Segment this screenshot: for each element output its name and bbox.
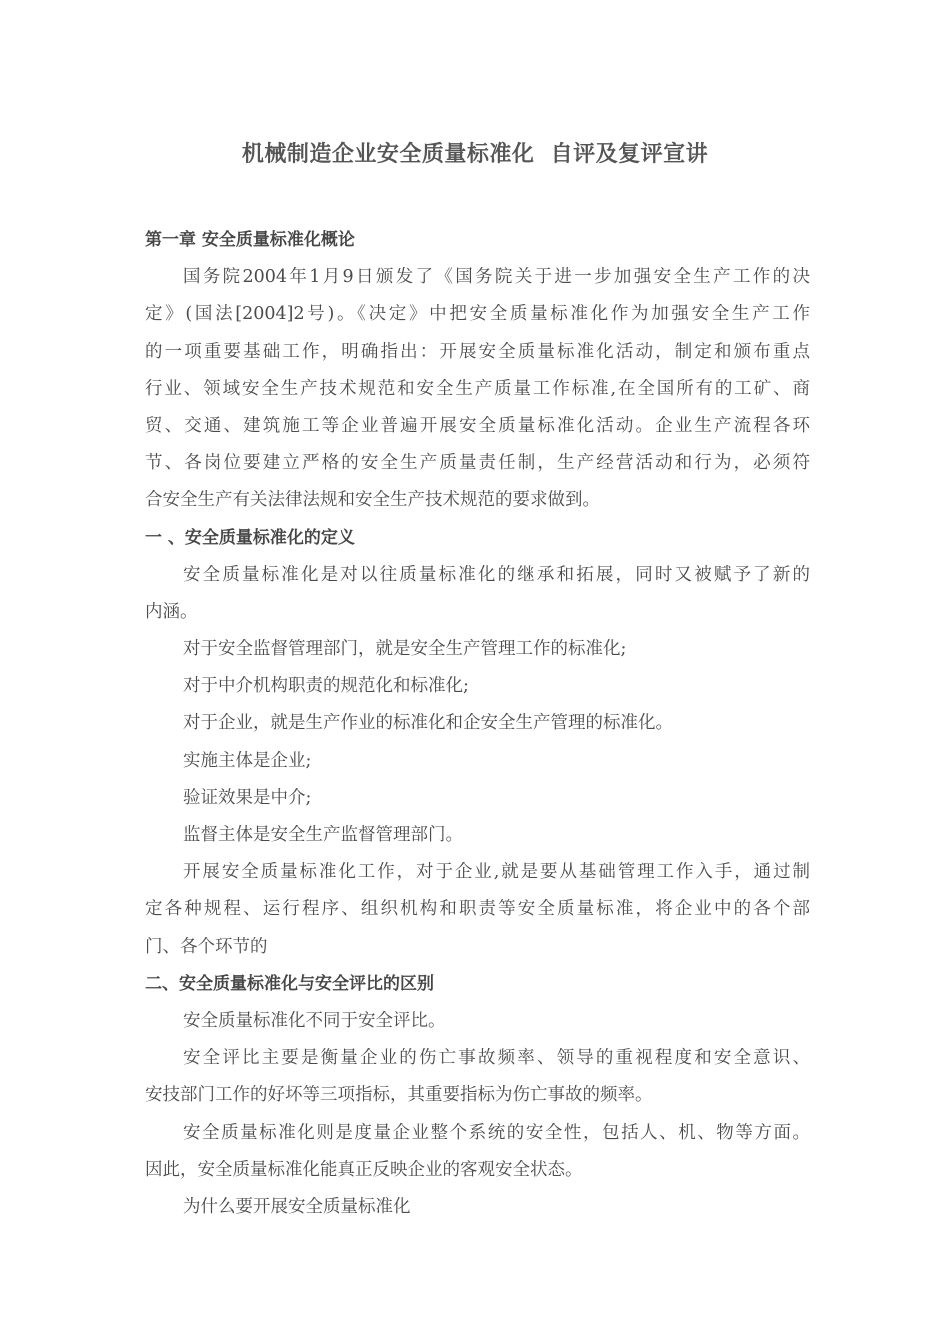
paragraph-line: 安全评比主要是衡量企业的伤亡事故频率、领导的重视程度和安全意识、 <box>183 1048 810 1069</box>
paragraph-line: 的一项重要基础工作，明确指出：开展安全质量标准化活动，制定和颁布重点 <box>145 341 810 362</box>
paragraph-line: 门、各个环节的 <box>145 936 268 957</box>
section-heading: 二、安全质量标准化与安全评比的区别 <box>145 973 434 994</box>
paragraph-line: 国务院2004年1月9日颁发了《国务院关于进一步加强安全生产工作的决 <box>183 267 810 288</box>
paragraph-line: 监督主体是安全生产监督管理部门。 <box>183 825 463 845</box>
section-heading: 一 、安全质量标准化的定义 <box>145 527 355 548</box>
paragraph-line: 为什么要开展安全质量标准化 <box>183 1196 411 1217</box>
paragraph-line: 对于企业，就是生产作业的标准化和企安全生产管理的标准化。 <box>183 713 673 734</box>
paragraph-line: 合安全生产有关法律法规和安全生产技术规范的要求做到。 <box>145 490 600 511</box>
paragraph-line: 对于中介机构职责的规范化和标准化; <box>183 676 469 697</box>
paragraph-line: 安技部门工作的好坏等三项指标，其重要指标为伤亡事故的频率。 <box>145 1085 653 1106</box>
paragraph-line: 因此，安全质量标准化能真正反映企业的客观安全状态。 <box>145 1159 583 1180</box>
paragraph-line: 安全质量标准化是对以往质量标准化的继承和拓展，同时又被赋予了新的 <box>183 564 810 585</box>
paragraph-line: 对于安全监督管理部门，就是安全生产管理工作的标准化; <box>183 639 627 660</box>
paragraph-line: 贸、交通、建筑施工等企业普遍开展安全质量标准化活动。企业生产流程各环 <box>145 415 810 436</box>
paragraph-line: 安全质量标准化不同于安全评比。 <box>183 1010 446 1031</box>
paragraph-line: 定各种规程、运行程序、组织机构和职责等安全质量标准，将企业中的各个部 <box>145 899 810 920</box>
paragraph-line: 安全质量标准化则是度量企业整个系统的安全性，包括人、机、物等方面。 <box>183 1122 810 1143</box>
paragraph-line: 定》(国法[2004]2号)。《决定》中把安全质量标准化作为加强安全生产工作 <box>145 304 810 325</box>
document-title: 机械制造企业安全质量标准化 自评及复评宣讲 <box>241 142 709 167</box>
section-heading: 第一章 安全质量标准化概论 <box>145 230 355 250</box>
paragraph-line: 内涵。 <box>145 601 198 622</box>
paragraph-line: 实施主体是企业; <box>183 750 312 771</box>
paragraph-line: 节、各岗位要建立严格的安全生产质量责任制，生产经营活动和行为，必须符 <box>145 453 810 474</box>
paragraph-line: 开展安全质量标准化工作，对于企业,就是要从基础管理工作入手，通过制 <box>183 862 810 883</box>
paragraph-line: 行业、领域安全生产技术规范和安全生产质量工作标准,在全国所有的工矿、商 <box>145 378 810 399</box>
document-body <box>145 222 810 1226</box>
paragraph-line: 验证效果是中介; <box>183 787 312 808</box>
